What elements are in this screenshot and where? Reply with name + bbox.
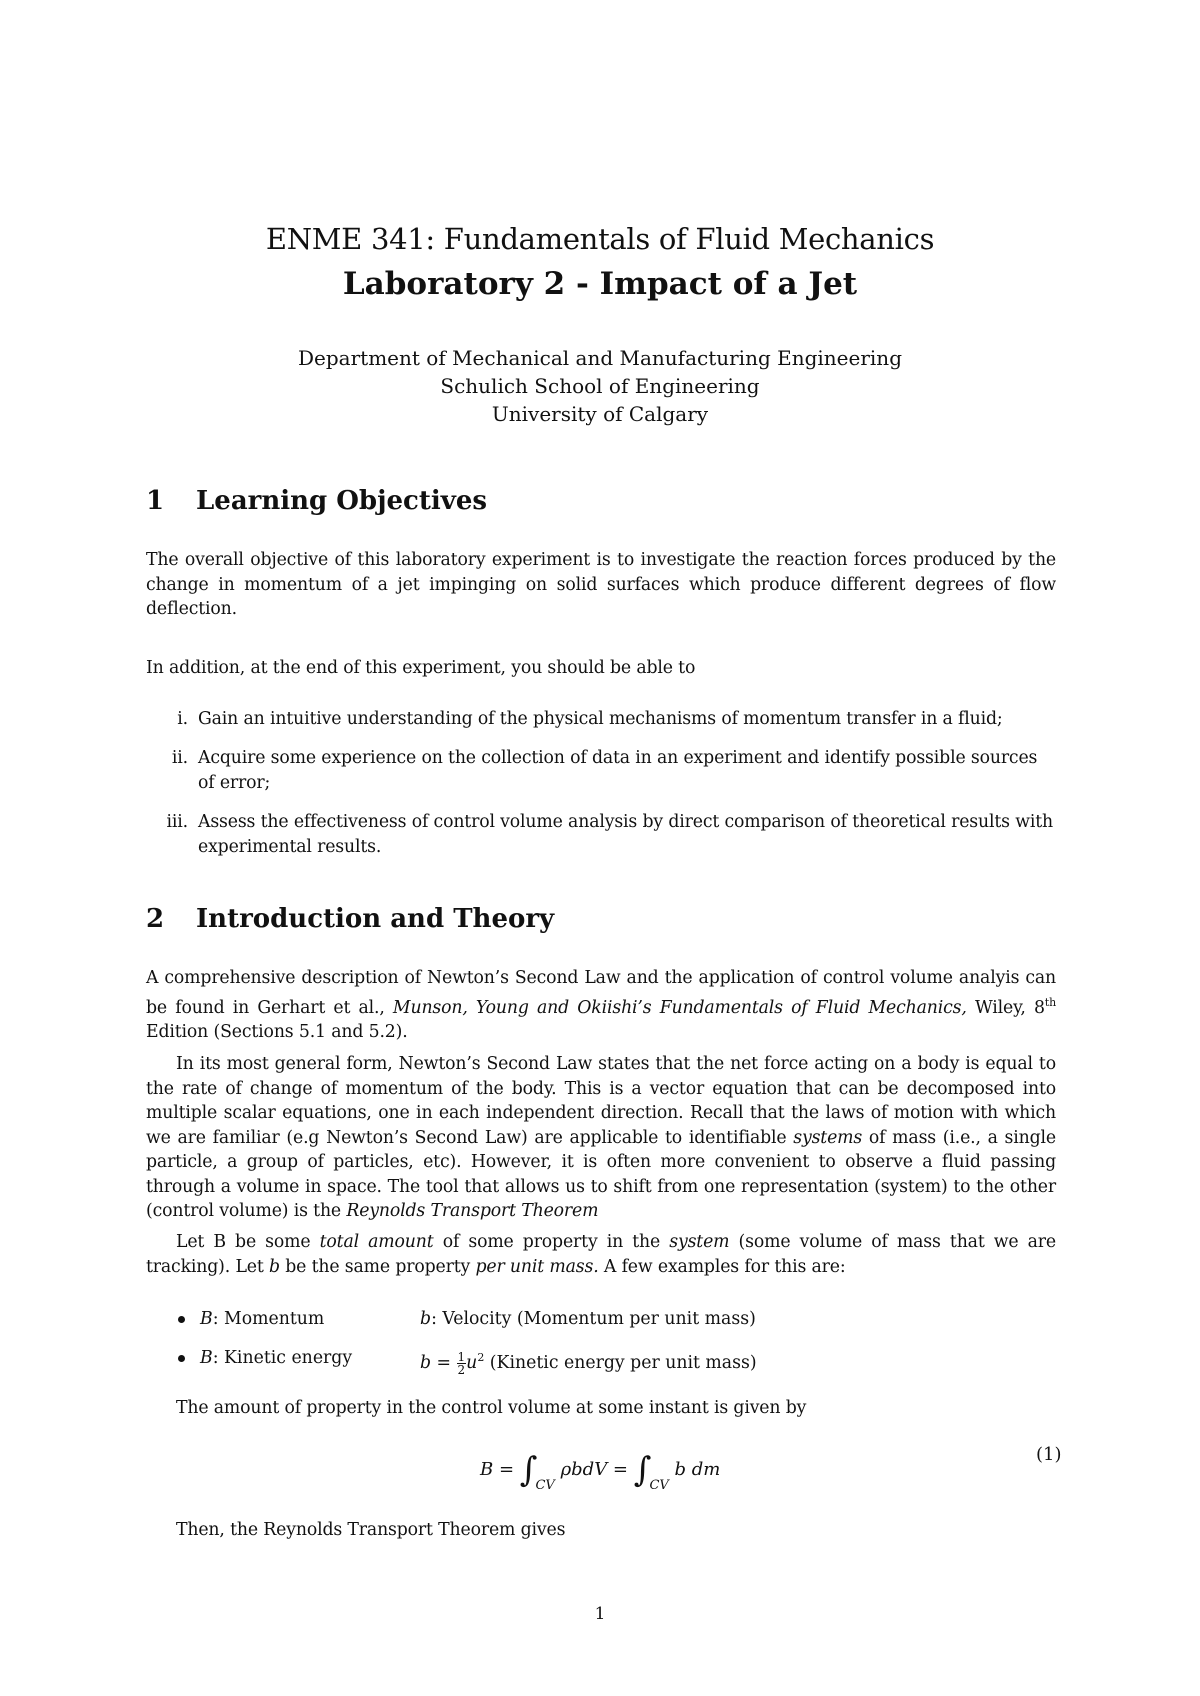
intro-paragraph: A comprehensive description of Newton’s Second Law and the application of control volume analyis can be found in Gerhart et al., Munson, Young and Okiishi’s Fundamentals of Fluid Mechanics, Wiley, 8th Edition (Sections 5.1 and 5.2). — [146, 968, 1057, 1042]
bullet-icon — [178, 1355, 185, 1362]
fraction-half: $\frac{1}{2}$ — [457, 1349, 466, 1377]
book-title: Munson, Young and Okiishi’s Fundamentals of Fluid Mechanics, — [392, 997, 967, 1018]
objective-paragraph: The overall objective of this laboratory experiment is to investigate the reaction forces produced by the change in momentum of a jet impinging on solid surfaces which produce different degrees of flow deflection. — [146, 550, 1056, 619]
course-title: ENME 341: Fundamentals of Fluid Mechanics — [265, 222, 935, 256]
page-number: 1 — [594, 1604, 606, 1624]
list-item — [171, 746, 1056, 795]
list-item-text: Assess the effectiveness of control volume analysis by direct comparison of theoretical results with experimental results. — [198, 812, 1053, 857]
bullet-item-kinetic-energy: B: Kinetic energy b = $\frac{1}{2}$ $u^2$ (Kinetic energy per unit mass) — [200, 1346, 1050, 1371]
department: Department of Mechanical and Manufacturing Engineering — [298, 346, 902, 370]
section-number: 2 — [146, 904, 165, 934]
section-heading-introduction — [146, 904, 554, 934]
integral-symbol: ∫ — [633, 1450, 652, 1490]
integral-symbol: ∫ — [519, 1450, 538, 1490]
list-marker: i. — [177, 709, 188, 729]
equation-number: (1) — [1036, 1444, 1062, 1465]
list-marker: ii. — [171, 748, 188, 768]
section-heading-learning-objectives — [146, 486, 487, 516]
list-item — [177, 707, 1056, 732]
section-title: Learning Objectives — [196, 486, 488, 516]
newton-paragraph: In its most general form, Newton’s Second Law states that the net force acting on a body is equal to the rate of change of momentum of the body. This is a vector equation that can be decomposed into multiple scalar equations, one in each independent direction. Recall that the laws of motion with which we are familiar (e.g Newton’s Second Law) are applicable to identifiable systems of mass (i.e., a single particle, a group of particles, etc). However, it is often more convenient to observe a fluid passing through a volume in space. The tool that allows us to shift from one representation (system) to the other (control volume) is the Reynolds Transport Theorem — [146, 1054, 1056, 1221]
document-page: ENME 341: Fundamentals of Fluid Mechanics Laboratory 2 - Impact of a Jet Department of Mechanical and Manufacturing Engineering Schulich School of Engineering University of Calgary 1 Learning Objectives The overall objective of this laboratory experiment is to investigate the reaction forces produced by the change in momentum of a jet impinging on solid surfaces which produce different degrees of flow deflection. In addition, at the end of this experiment, you should be able to i. Gain an intuitive understanding of the physical mechanisms of momentum transfer in a fluid; ii. Acquire some experience on the collection of data in an experiment and identify possible sources of error; iii. Assess the effectiveness of control volume analysis by direct comparison of theoretical results with experimental results. 2 Introduction and Theory A comprehensive description of Newton’s Second Law and the application of control volume analyis can be found in Gerhart et al., Munson, Young and Okiishi’s Fundamentals of Fluid Mechanics, Wiley, 8th Edition (Sections 5.1 and 5.2). In its most general form, Newton’s Second Law states that the net force acting on a body is equal to the rate of change of momentum of the body. This is a vector equation that can be decomposed into multiple scalar equations, one in each independent direction. Recall that the laws of motion with which we are familiar (e.g Newton’s Second Law) are applicable to identifiable systems of mass (i.e., a single particle, a group of particles, etc). However, it is often more convenient to observe a fluid passing through a volume in space. The tool that allows us to shift from one representation (system) to the other (control volume) is the Reynolds Transport Theorem Let B be some total amount of some property in the system (some volume of mass that we are tracking). Let b be the same property per unit mass. A few examples for this are: B: Momentum b: Velocity (Momentum per unit mass) B: Kinetic energy b = $\frac{1}{2}$ $u^2$ (Kinetic energy per unit mass) The amount of property in the control volume at some instant is given by $B = \int_{CV}$ $\rho bdV = \int_{CV}$ b dm (1) Then, the Reynolds Transport Theorem gives 1 — [0, 0, 1200, 1696]
list-item — [166, 810, 1056, 859]
amount-paragraph: The amount of property in the control volume at some instant is given by — [176, 1398, 807, 1418]
reynolds-paragraph: Then, the Reynolds Transport Theorem gives — [176, 1520, 566, 1540]
university: University of Calgary — [491, 402, 709, 426]
list-marker: iii. — [166, 812, 188, 832]
bullet-icon — [178, 1316, 185, 1323]
addition-paragraph: In addition, at the end of this experiment, you should be able to — [146, 658, 696, 678]
lab-title: Laboratory 2 - Impact of a Jet — [342, 266, 858, 302]
school: Schulich School of Engineering — [440, 374, 760, 398]
bullet-item-momentum: B: Momentum b: Velocity (Momentum per unit mass) — [200, 1307, 1050, 1332]
list-item-text: Acquire some experience on the collection of data in an experiment and identify possible sources of error; — [198, 748, 1038, 793]
list-item-text: Gain an intuitive understanding of the physical mechanisms of momentum transfer in a fluid; — [198, 709, 1003, 729]
section-title: Introduction and Theory — [196, 904, 555, 934]
section-number: 1 — [146, 486, 165, 516]
property-paragraph: Let B be some total amount of some property in the system (some volume of mass that we are tracking). Let b be the same property per unit mass. A few examples for this are: — [146, 1232, 1056, 1277]
